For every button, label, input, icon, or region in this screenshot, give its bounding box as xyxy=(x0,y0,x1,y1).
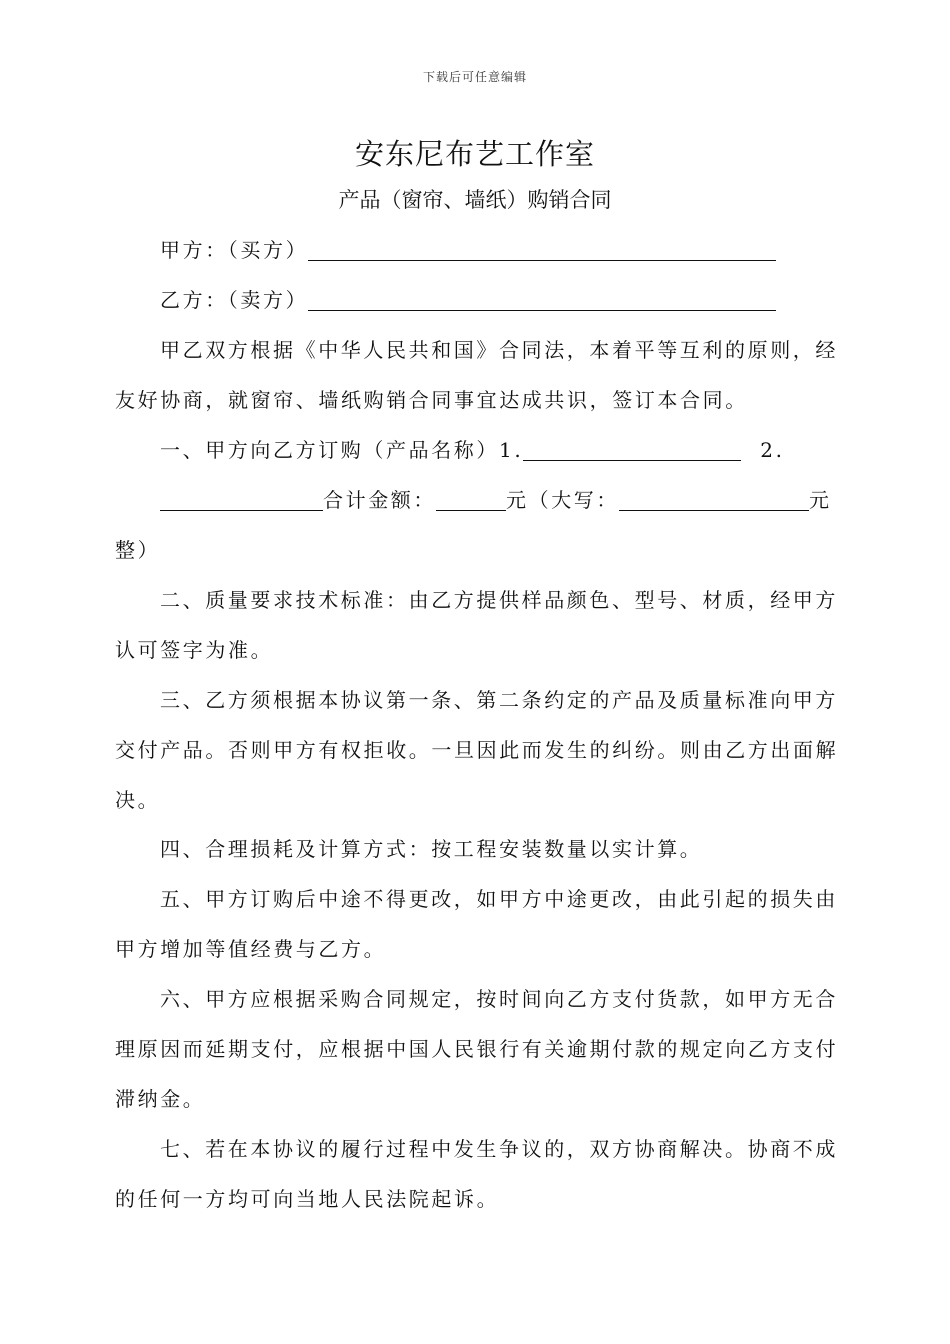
product-name-2-blank[interactable] xyxy=(160,488,323,511)
party-a-line xyxy=(160,235,837,265)
party-b-blank[interactable] xyxy=(308,288,776,311)
clause-5-line-2: 甲方增加等值经费与乙方。 xyxy=(115,937,387,961)
clause-1-line-2 xyxy=(160,485,837,515)
clause-6-line-3: 滞纳金。 xyxy=(115,1087,206,1111)
clause-1-item-2: 2. xyxy=(760,438,785,462)
clause-3-line-2: 交付产品。否则甲方有权拒收。一旦因此而发生的纠纷。则由乙方出面解 xyxy=(115,738,839,762)
clause-6-line-2: 理原因而延期支付，应根据中国人民银行有关逾期付款的规定向乙方支付 xyxy=(115,1037,839,1061)
yuan-end-label: 元 xyxy=(809,488,832,512)
total-amount-blank[interactable] xyxy=(436,488,506,511)
intro-line-1: 甲乙双方根据《中华人民共和国》合同法，本着平等互利的原则，经 xyxy=(160,338,838,362)
clause-7-line-2: 的任何一方均可向当地人民法院起诉。 xyxy=(115,1187,500,1211)
amount-in-words-blank[interactable] xyxy=(619,488,809,511)
document-title: 安东尼布艺工作室 xyxy=(354,137,595,171)
document-subtitle: 产品（窗帘、墙纸）购销合同 xyxy=(338,188,612,212)
clause-2-line-1: 二、质量要求技术标准：由乙方提供样品颜色、型号、材质，经甲方 xyxy=(160,588,838,612)
amount-in-words-label: 元（大写： xyxy=(506,488,619,512)
party-b-label: 乙方：（卖方） xyxy=(160,288,309,312)
total-amount-label: 合计金额： xyxy=(323,488,436,512)
clause-7-line-1: 七、若在本协议的履行过程中发生争议的，双方协商解决。协商不成 xyxy=(160,1137,838,1161)
intro-line-2: 友好协商，就窗帘、墙纸购销合同事宜达成共识，签订本合同。 xyxy=(115,388,748,412)
clause-1-line-1 xyxy=(160,435,837,465)
header-note: 下载后可任意编辑 xyxy=(422,70,527,84)
party-a-blank[interactable] xyxy=(308,238,776,261)
clause-2-line-2: 认可签字为准。 xyxy=(115,638,274,662)
clause-1-prefix: 一、甲方向乙方订购（产品名称）1. xyxy=(160,438,524,462)
clause-5-line-1: 五、甲方订购后中途不得更改，如甲方中途更改，由此引起的损失由 xyxy=(160,887,838,911)
party-b-line xyxy=(160,285,837,315)
clause-4-line-1: 四、合理损耗及计算方式：按工程安装数量以实计算。 xyxy=(160,837,703,861)
clause-3-line-3: 决。 xyxy=(115,788,161,812)
clause-1-line-3: 整） xyxy=(115,538,161,562)
clause-3-line-1: 三、乙方须根据本协议第一条、第二条约定的产品及质量标准向甲方 xyxy=(160,688,838,712)
clause-6-line-1: 六、甲方应根据采购合同规定，按时间向乙方支付货款，如甲方无合 xyxy=(160,987,838,1011)
product-name-1-blank[interactable] xyxy=(523,438,741,461)
party-a-label: 甲方：（买方） xyxy=(160,238,309,262)
